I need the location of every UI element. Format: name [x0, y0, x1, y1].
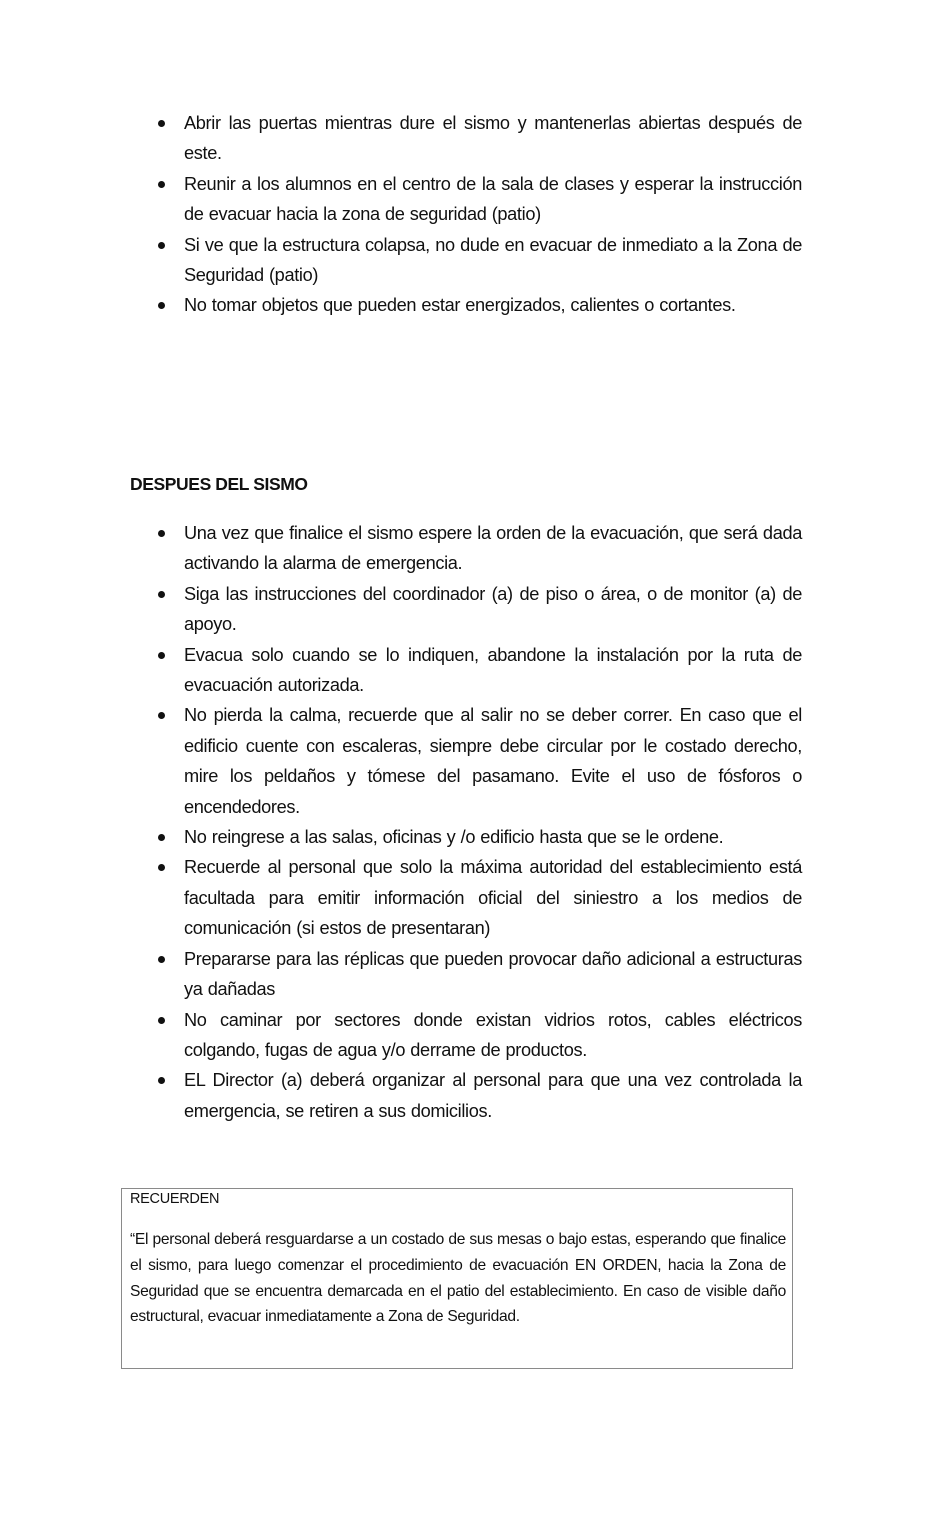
bullet-icon [158, 181, 165, 188]
list-item [130, 579, 802, 640]
bullet-icon [158, 1077, 165, 1084]
reminder-text: “El personal deberá resguardarse a un costado de sus mesas o bajo estas, esperando que finalice el sismo, para luego comenzar el procedimiento de evacuación EN ORDEN, hacia la Zona de Seguridad que se encuentra demarcada en el patio del establecimiento. En caso de visible daño estructural, evacuar inmediatamente a Zona de Seguridad. [130, 1231, 786, 1326]
list-item [130, 640, 802, 701]
list-item [130, 944, 802, 1005]
bullet-icon [158, 712, 165, 719]
list-item [130, 822, 802, 852]
bullet-icon [158, 652, 165, 659]
after-earthquake-list [130, 518, 802, 1126]
list-item-text: Evacua solo cuando se lo indiquen, abandone la instalación por la ruta de evacuación autorizada. [184, 644, 802, 696]
reminder-title: RECUERDEN [130, 1191, 220, 1207]
reminder-box [121, 1188, 793, 1369]
list-item [130, 1005, 802, 1066]
bullet-icon [158, 956, 165, 963]
bullet-icon [158, 302, 165, 309]
list-item-text: Siga las instrucciones del coordinador (a) de piso o área, o de monitor (a) de apoyo. [184, 583, 802, 635]
list-item-text: Si ve que la estructura colapsa, no dude en evacuar de inmediato a la Zona de Seguridad (patio) [184, 234, 802, 286]
list-item-text: Abrir las puertas mientras dure el sismo y mantenerlas abiertas después de este. [184, 113, 802, 164]
list-item [130, 230, 802, 291]
section-heading: DESPUES DEL SISMO [130, 474, 308, 494]
list-item [130, 290, 802, 320]
bullet-icon [158, 591, 165, 598]
bullet-icon [158, 242, 165, 249]
list-item-text: EL Director (a) deberá organizar al personal para que una vez controlada la emergencia, se retiren a sus domicilios. [184, 1070, 802, 1121]
bullet-icon [158, 864, 165, 871]
list-item [130, 169, 802, 230]
list-item-text: Reunir a los alumnos en el centro de la sala de clases y esperar la instrucción de evacuar hacia la zona de seguridad (patio) [184, 173, 802, 225]
bullet-icon [158, 834, 165, 841]
bullet-icon [158, 120, 165, 127]
during-earthquake-list [130, 108, 802, 321]
list-item-text: No reingrese a las salas, oficinas y /o edificio hasta que se le ordene. [184, 827, 724, 848]
bullet-icon [158, 1017, 165, 1024]
list-item [130, 108, 802, 169]
list-item [130, 852, 802, 943]
list-item [130, 1065, 802, 1126]
list-item-text: No pierda la calma, recuerde que al salir no se deber correr. En caso que el edificio cuente con escaleras, siempre debe circular por le costado derecho, mire los peldaños y tómese del pasamano. Evite el uso de fósforos o encendedores. [184, 705, 802, 817]
list-item-text: No tomar objetos que pueden estar energizados, calientes o cortantes. [184, 295, 736, 316]
list-item-text: Recuerde al personal que solo la máxima autoridad del establecimiento está facultada para emitir información oficial del siniestro a los medios de comunicación (si estos de presentaran) [184, 857, 802, 939]
bullet-icon [158, 530, 165, 537]
list-item-text: Prepararse para las réplicas que pueden provocar daño adicional a estructuras ya dañadas [184, 948, 802, 1000]
list-item-text: No caminar por sectores donde existan vidrios rotos, cables eléctricos colgando, fugas de agua y/o derrame de productos. [184, 1009, 802, 1060]
list-item-text: Una vez que finalice el sismo espere la orden de la evacuación, que será dada activando la alarma de emergencia. [184, 523, 802, 574]
list-item [130, 518, 802, 579]
list-item [130, 700, 802, 822]
